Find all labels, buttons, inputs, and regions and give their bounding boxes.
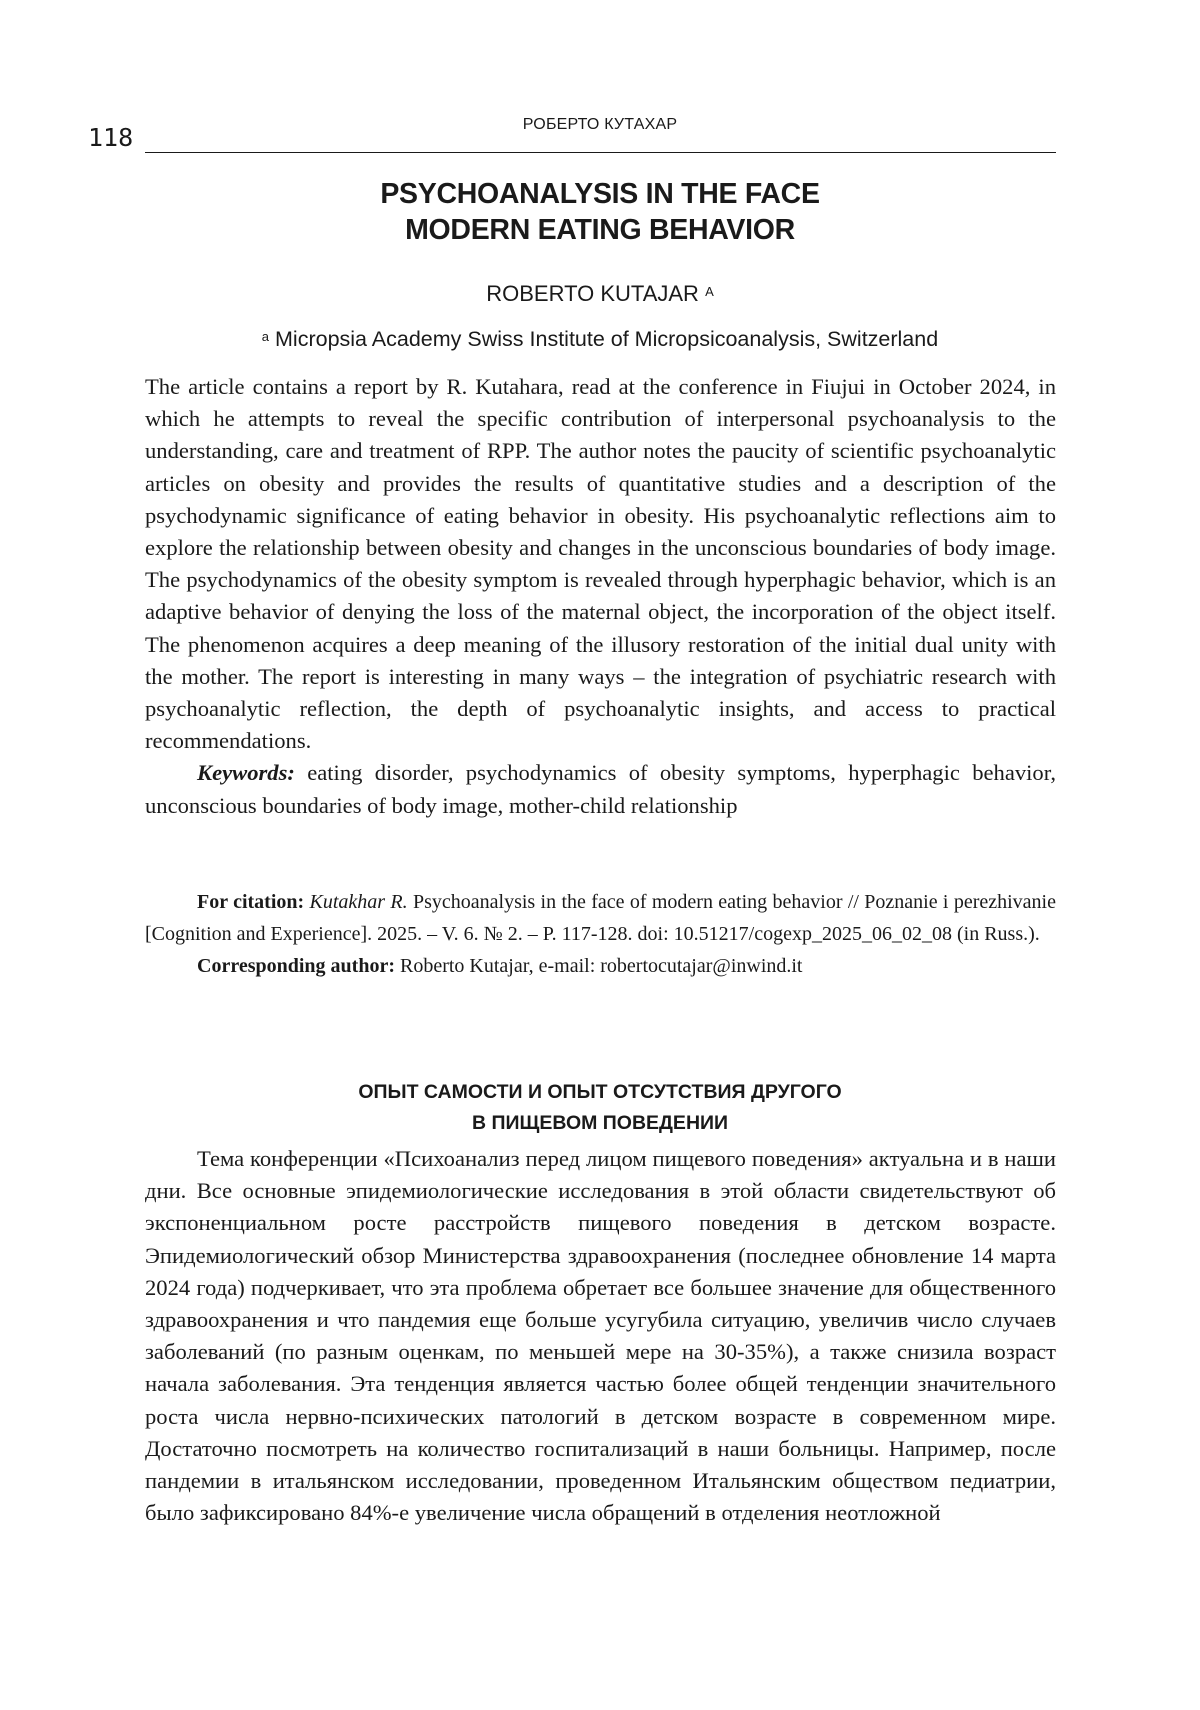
affiliation-superscript: a: [261, 329, 270, 344]
section-heading-line-2: В ПИЩЕВОМ ПОВЕДЕНИИ: [471, 1112, 729, 1134]
page-number: 118: [88, 123, 134, 152]
keywords-text: eating disorder, psychodynamics of obesity symptoms, hyperphagic behavior, unconscious boundaries of body image, mother-child relationship: [145, 760, 1057, 818]
section-heading-line-1: ОПЫТ САМОСТИ И ОПЫТ ОТСУТСТВИЯ ДРУГОГО: [358, 1081, 842, 1103]
title-line-1: PSYCHOANALYSIS IN THE FACE: [380, 178, 820, 210]
author-name: ROBERTO KUTAJAR: [486, 281, 699, 306]
corresponding-author: [145, 950, 1056, 982]
body-paragraph: Тема конференции «Психоанализ перед лицом пищевого поведения» актуальна и в наши дни. Все основные эпидемиологические исследования в этой области свидетельствуют об экспоненциальном росте расстройств пищевого поведения в детском возрасте. Эпидемиологический обзор Министерства здравоохранения (последнее обновление 14 марта 2024 года) подчеркивает, что эта проблема обретает все большее значение для общественного здравоохранения и что пандемия еще больше усугубила ситуацию, увеличив число случаев заболеваний (по разным оценкам, по меньшей мере на 30-35%), а также снизила возраст начала заболевания. Эта тенденция является частью более общей тенденции значительного роста числа нервно-психических патологий в детском возрасте в современном мире. Достаточно посмотреть на количество госпитализаций в наши больницы. Например, после пандемии в итальянском исследовании, проведенном Итальянским обществом педиатрии, было зафиксировано 84%-е увеличение числа обращений в отделения неотложной: [145, 1146, 1056, 1526]
citation-author: Kutakhar R.: [309, 891, 408, 913]
corresponding-label: Corresponding author:: [197, 955, 395, 977]
keywords-label: Keywords:: [197, 760, 295, 786]
section-heading: [144, 1077, 1056, 1139]
title-line-2: MODERN EATING BEHAVIOR: [405, 214, 795, 246]
author-line: [144, 281, 1056, 307]
citation: [145, 886, 1056, 950]
corresponding-text: Roberto Kutajar, e-mail: robertocutajar@inwind.it: [400, 955, 803, 977]
keywords: [145, 757, 1056, 821]
header-rule: [145, 152, 1056, 153]
citation-block: [145, 886, 1056, 982]
running-head: РОБЕРТО КУТАХАР: [522, 116, 678, 133]
citation-text: Psychoanalysis in the face of modern eating behavior // Poznanie i perezhivanie [Cognition and Experience]. 2025. – V. 6. № 2. – P. 117-128. doi: 10.51217/cogexp_2025_06_02_08 (in Russ.).: [145, 891, 1056, 945]
abstract-text: The article contains a report by R. Kutahara, read at the conference in Fiujui in October 2024, in which he attempts to reveal the specific contribution of interpersonal psychoanalysis to the understanding, care and treatment of RPP. The author notes the paucity of scientific psychoanalytic articles on obesity and provides the results of quantitative studies and a description of the psychodynamic significance of eating behavior in obesity. His psychoanalytic reflections aim to explore the relationship between obesity and changes in the unconscious boundaries of body image. The psychodynamics of the obesity symptom is revealed through hyperphagic behavior, which is an adaptive behavior of denying the loss of the maternal object, the incorporation of the object itself. The phenomenon acquires a deep meaning of the illusory restoration of the initial dual unity with the mother. The report is interesting in many ways – the integration of psychiatric research with psychoanalytic reflection, the depth of psychoanalytic insights, and access to practical recommendations.: [145, 374, 1056, 754]
article-title: [144, 176, 1056, 248]
author-superscript: A: [705, 284, 714, 299]
abstract-block: [145, 371, 1056, 822]
body-text: [145, 1143, 1056, 1529]
affiliation-line: [144, 326, 1056, 352]
citation-label: For citation:: [197, 891, 305, 913]
affiliation-text: Micropsia Academy Swiss Institute of Micropsicoanalysis, Switzerland: [275, 327, 939, 351]
